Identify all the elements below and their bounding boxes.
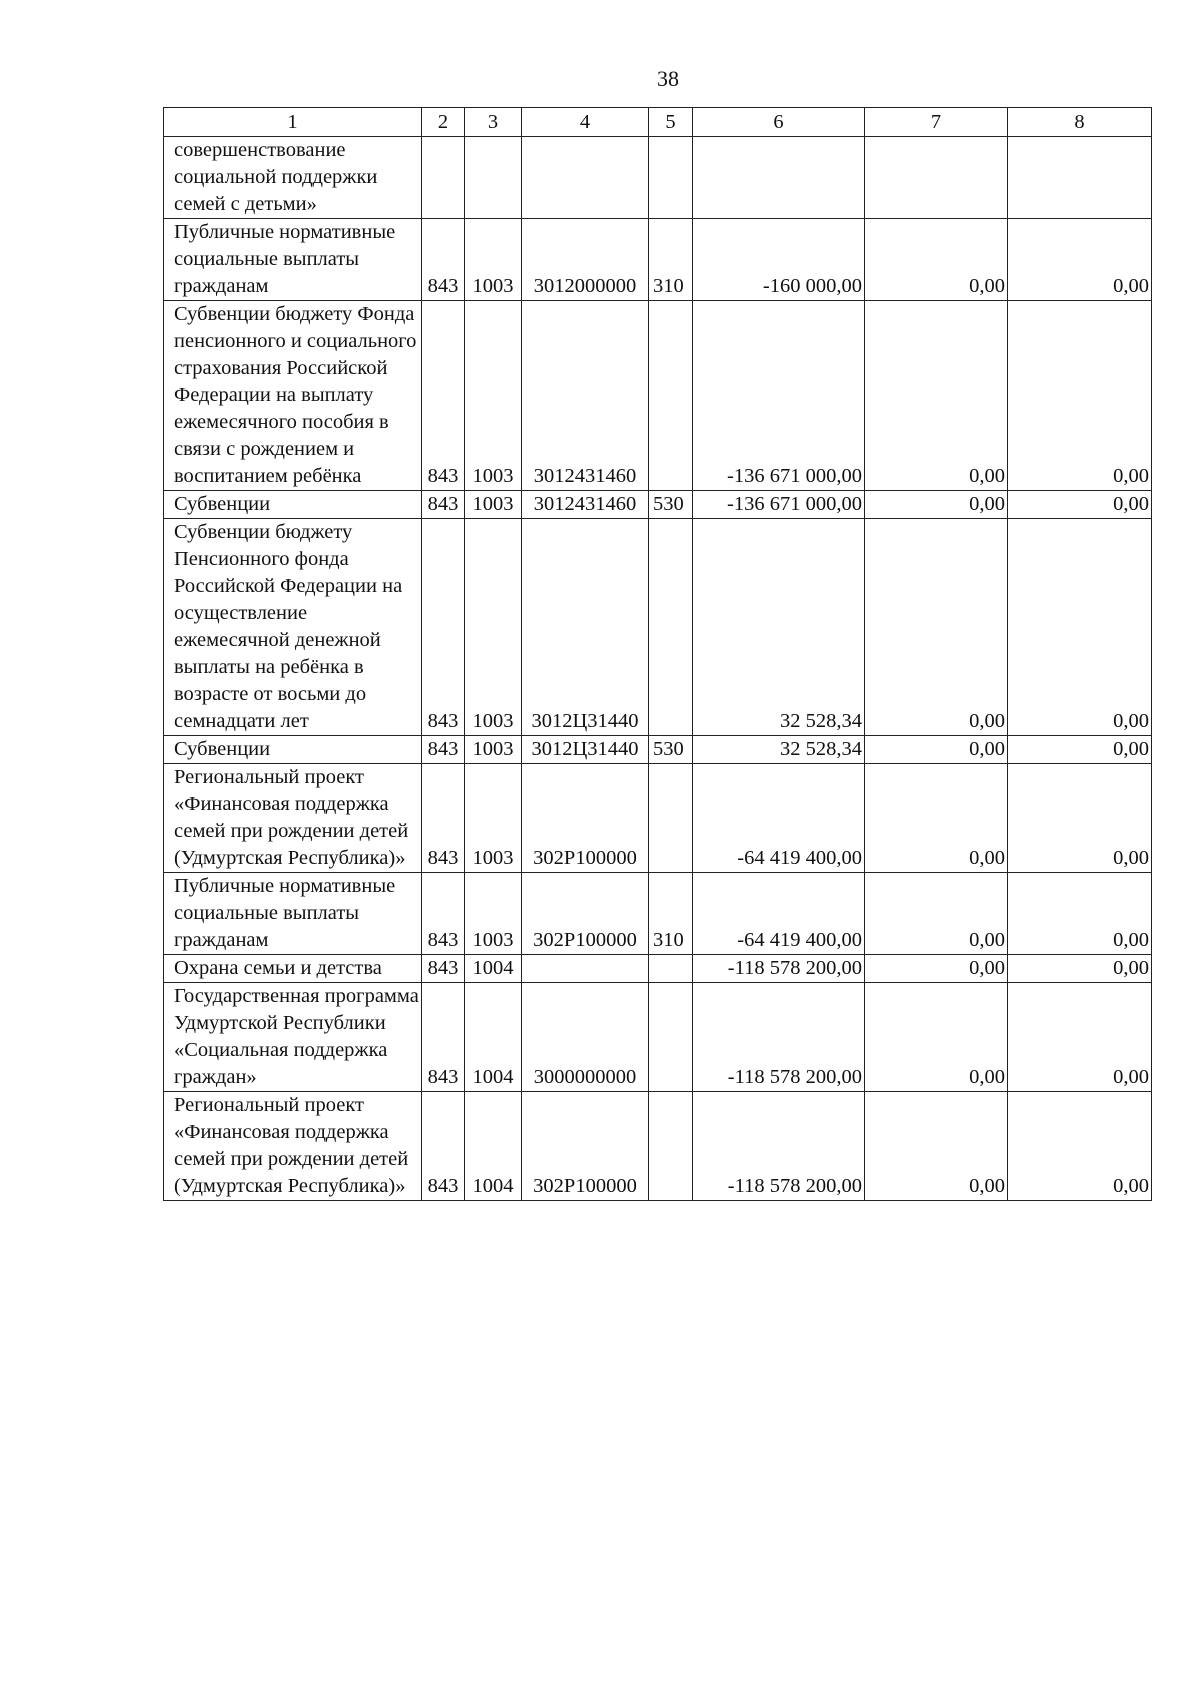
table-row	[164, 1092, 1152, 1201]
row-amount-year3-cell: 0,00	[1008, 301, 1152, 491]
table-row	[164, 519, 1152, 736]
row-gov-code-cell: 843	[422, 491, 465, 519]
row-expense-type-cell	[649, 983, 693, 1092]
row-amount-year3-cell: 0,00	[1008, 873, 1152, 955]
row-gov-code-cell: 843	[422, 301, 465, 491]
column-header-4: 4	[522, 108, 649, 137]
row-amount-year3-cell: 0,00	[1008, 983, 1152, 1092]
row-section-cell: 1003	[465, 219, 522, 301]
row-section-cell	[465, 137, 522, 219]
row-amount-cell: 32 528,34	[693, 736, 865, 764]
row-amount-year3-cell: 0,00	[1008, 736, 1152, 764]
table-row	[164, 219, 1152, 301]
row-name-cell: Субвенции бюджету Пенсионного фонда Российской Федерации на осуществление ежемесячной денежной выплаты на ребёнка в возрасте от восьми до семнадцати лет	[164, 519, 422, 736]
row-gov-code-cell	[422, 137, 465, 219]
table-row	[164, 955, 1152, 983]
column-header-6: 6	[693, 108, 865, 137]
row-amount-year3-cell: 0,00	[1008, 219, 1152, 301]
row-target-article-cell: 3012431460	[522, 301, 649, 491]
header-row	[164, 108, 1152, 137]
column-header-8: 8	[1008, 108, 1152, 137]
row-amount-year2-cell: 0,00	[865, 491, 1008, 519]
row-name-cell: Публичные нормативные социальные выплаты гражданам	[164, 873, 422, 955]
row-amount-year3-cell: 0,00	[1008, 764, 1152, 873]
row-target-article-cell: 302P100000	[522, 764, 649, 873]
page-number: 38	[657, 66, 679, 91]
row-amount-year3-cell: 0,00	[1008, 1092, 1152, 1201]
row-amount-cell: -64 419 400,00	[693, 873, 865, 955]
column-header-1: 1	[164, 108, 422, 137]
row-amount-year3-cell	[1008, 137, 1152, 219]
table-row	[164, 137, 1152, 219]
row-amount-cell: 32 528,34	[693, 519, 865, 736]
row-amount-cell: -118 578 200,00	[693, 955, 865, 983]
row-amount-year2-cell: 0,00	[865, 301, 1008, 491]
row-amount-year3-cell: 0,00	[1008, 491, 1152, 519]
row-expense-type-cell: 530	[649, 491, 693, 519]
row-gov-code-cell: 843	[422, 764, 465, 873]
row-amount-year2-cell: 0,00	[865, 983, 1008, 1092]
row-expense-type-cell	[649, 137, 693, 219]
table-row	[164, 983, 1152, 1092]
row-name-cell: Субвенции	[164, 736, 422, 764]
row-expense-type-cell	[649, 955, 693, 983]
row-target-article-cell: 3012Ц31440	[522, 736, 649, 764]
column-header-3: 3	[465, 108, 522, 137]
row-amount-year2-cell: 0,00	[865, 1092, 1008, 1201]
row-expense-type-cell: 310	[649, 873, 693, 955]
row-amount-cell: -64 419 400,00	[693, 764, 865, 873]
row-gov-code-cell: 843	[422, 219, 465, 301]
row-target-article-cell: 3000000000	[522, 983, 649, 1092]
row-expense-type-cell	[649, 301, 693, 491]
row-target-article-cell: 3012Ц31440	[522, 519, 649, 736]
row-amount-cell	[693, 137, 865, 219]
row-amount-year3-cell: 0,00	[1008, 519, 1152, 736]
row-name-cell: Региональный проект «Финансовая поддержка семей при рождении детей (Удмуртская Республика)»	[164, 1092, 422, 1201]
row-gov-code-cell: 843	[422, 873, 465, 955]
row-amount-cell: -136 671 000,00	[693, 491, 865, 519]
row-expense-type-cell	[649, 1092, 693, 1201]
row-gov-code-cell: 843	[422, 736, 465, 764]
row-target-article-cell: 302P100000	[522, 1092, 649, 1201]
row-section-cell: 1003	[465, 491, 522, 519]
column-header-5: 5	[649, 108, 693, 137]
row-target-article-cell: 3012431460	[522, 491, 649, 519]
row-name-cell: Региональный проект «Финансовая поддержка семей при рождении детей (Удмуртская Республика)»	[164, 764, 422, 873]
row-gov-code-cell: 843	[422, 983, 465, 1092]
row-expense-type-cell	[649, 764, 693, 873]
row-gov-code-cell: 843	[422, 1092, 465, 1201]
table-row	[164, 764, 1152, 873]
row-amount-year2-cell: 0,00	[865, 519, 1008, 736]
row-section-cell: 1003	[465, 764, 522, 873]
row-amount-year2-cell: 0,00	[865, 219, 1008, 301]
row-section-cell: 1004	[465, 983, 522, 1092]
row-target-article-cell	[522, 137, 649, 219]
row-amount-cell: -118 578 200,00	[693, 983, 865, 1092]
row-expense-type-cell: 530	[649, 736, 693, 764]
row-amount-year2-cell: 0,00	[865, 764, 1008, 873]
row-amount-year2-cell: 0,00	[865, 955, 1008, 983]
column-header-7: 7	[865, 108, 1008, 137]
row-expense-type-cell: 310	[649, 219, 693, 301]
row-name-cell: Субвенции	[164, 491, 422, 519]
row-name-cell: совершенствование социальной поддержки семей с детьми»	[164, 137, 422, 219]
row-amount-year2-cell: 0,00	[865, 736, 1008, 764]
row-amount-year3-cell: 0,00	[1008, 955, 1152, 983]
budget-table	[163, 107, 1152, 1201]
table-row	[164, 301, 1152, 491]
row-section-cell: 1003	[465, 301, 522, 491]
table-row	[164, 873, 1152, 955]
row-name-cell: Государственная программа Удмуртской Республики «Социальная поддержка граждан»	[164, 983, 422, 1092]
row-amount-cell: -160 000,00	[693, 219, 865, 301]
row-gov-code-cell: 843	[422, 519, 465, 736]
row-amount-year2-cell	[865, 137, 1008, 219]
row-expense-type-cell	[649, 519, 693, 736]
table-row	[164, 491, 1152, 519]
row-section-cell: 1003	[465, 736, 522, 764]
row-section-cell: 1003	[465, 519, 522, 736]
row-name-cell: Субвенции бюджету Фонда пенсионного и социального страхования Российской Федерации на выплату ежемесячного пособия в связи с рождением и воспитанием ребёнка	[164, 301, 422, 491]
row-name-cell: Публичные нормативные социальные выплаты гражданам	[164, 219, 422, 301]
row-gov-code-cell: 843	[422, 955, 465, 983]
row-section-cell: 1004	[465, 1092, 522, 1201]
row-amount-year2-cell: 0,00	[865, 873, 1008, 955]
row-amount-cell: -136 671 000,00	[693, 301, 865, 491]
row-name-cell: Охрана семьи и детства	[164, 955, 422, 983]
table-body	[164, 137, 1152, 1201]
row-section-cell: 1004	[465, 955, 522, 983]
row-target-article-cell	[522, 955, 649, 983]
row-section-cell: 1003	[465, 873, 522, 955]
column-header-2: 2	[422, 108, 465, 137]
row-target-article-cell: 3012000000	[522, 219, 649, 301]
row-amount-cell: -118 578 200,00	[693, 1092, 865, 1201]
row-target-article-cell: 302P100000	[522, 873, 649, 955]
table-row	[164, 736, 1152, 764]
